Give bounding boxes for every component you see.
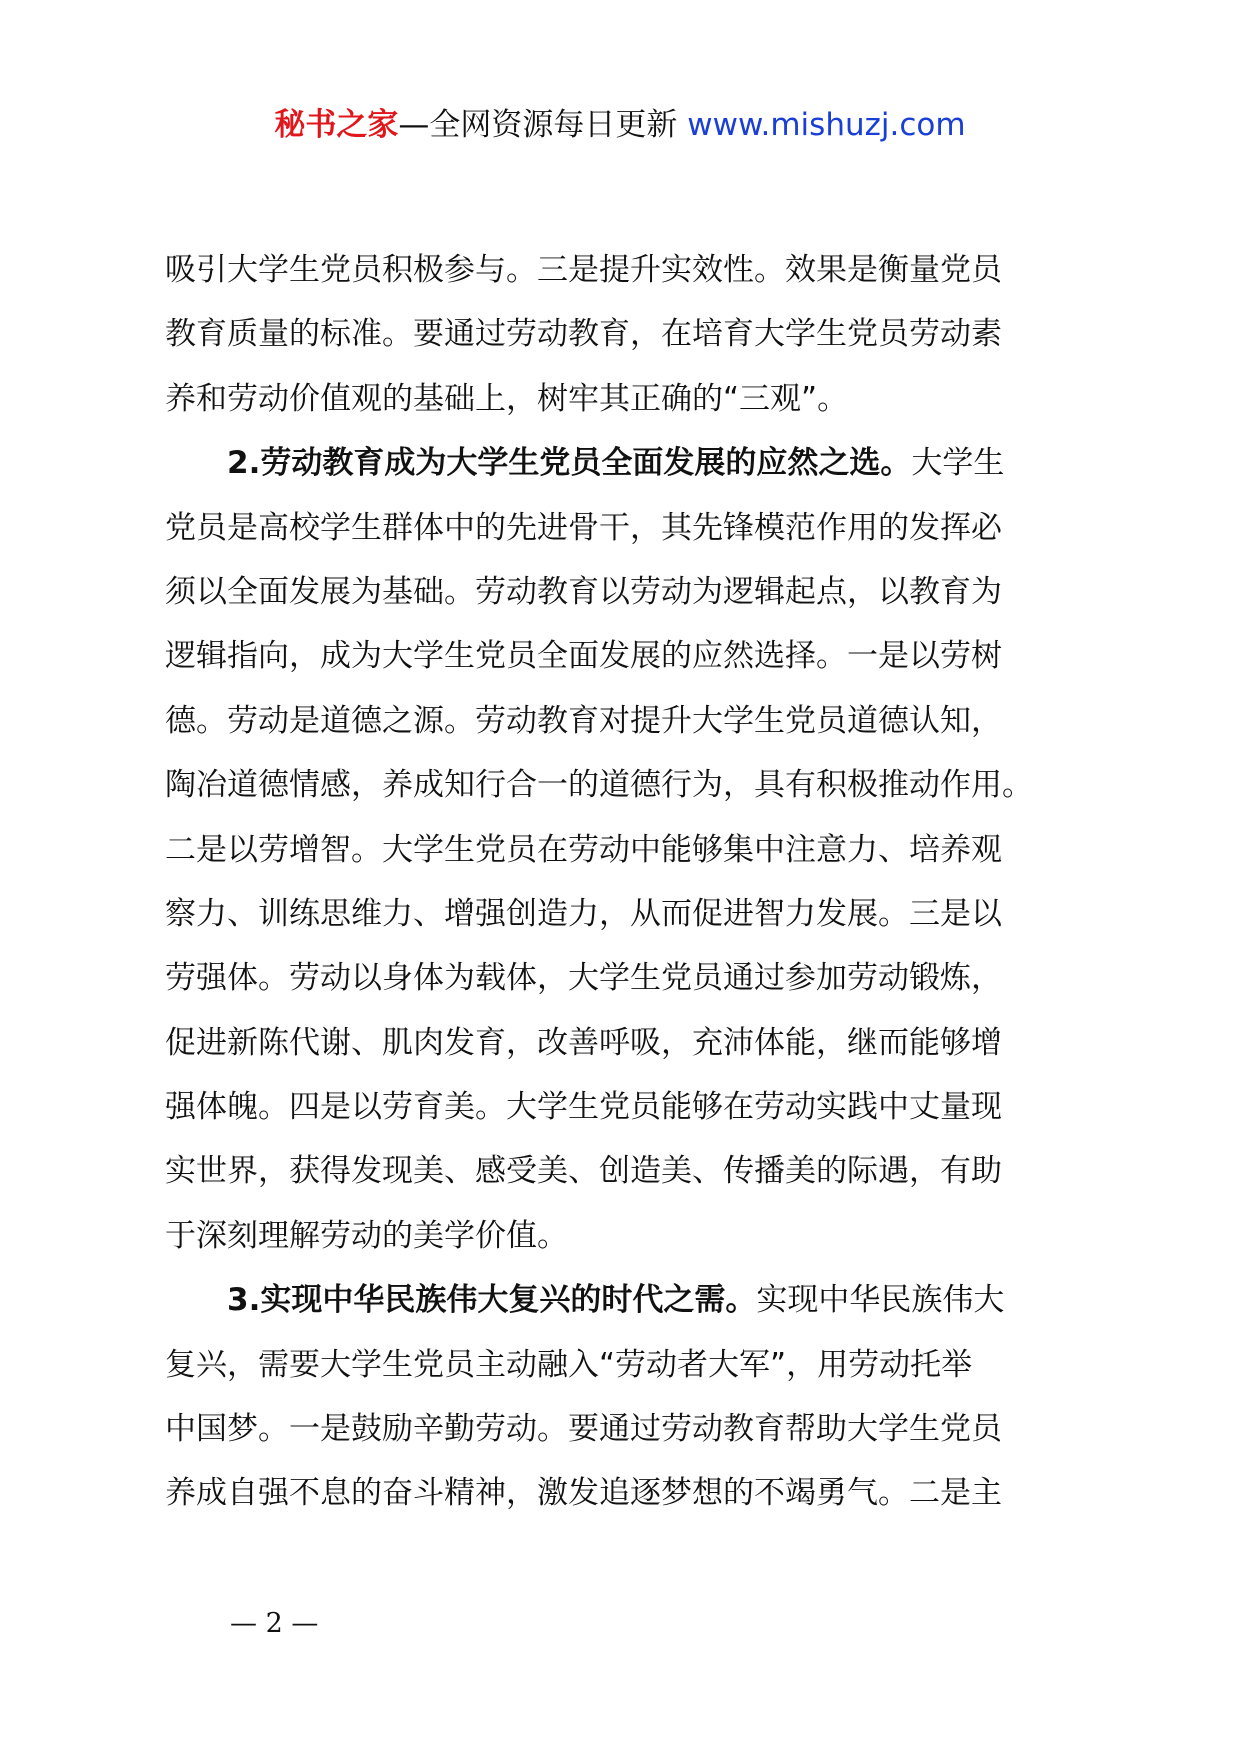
text-line: 德。劳动是道德之源。劳动教育对提升大学生党员道德认知， [165, 702, 1002, 739]
section-heading-line [165, 1268, 1100, 1332]
text-line: 养成自强不息的奋斗精神，激发追逐梦想的不竭勇气。二是主 [165, 1475, 1002, 1512]
text-line: 须以全面发展为基础。劳动教育以劳动为逻辑起点，以教育为 [165, 573, 1002, 610]
text-line: 逻辑指向，成为大学生党员全面发展的应然选择。一是以劳树 [165, 638, 1002, 675]
site-url-link[interactable]: www.mishuzj.com [687, 107, 966, 143]
text-line: 吸引大学生党员积极参与。三是提升实效性。效果是衡量党员 [165, 252, 1002, 288]
text-line: 实世界，获得发现美、感受美、创造美、传播美的际遇，有助 [165, 1153, 1002, 1190]
text-line: 强体魄。四是以劳育美。大学生党员能够在劳动实践中丈量现 [165, 1089, 1002, 1126]
text-line: 劳强体。劳动以身体为载体，大学生党员通过参加劳动锻炼， [165, 960, 1002, 997]
text-line: 察力、训练思维力、增强创造力，从而促进智力发展。三是以 [165, 895, 1002, 932]
text-line: 教育质量的标准。要通过劳动教育，在培育大学生党员劳动素 [165, 316, 1002, 353]
section-text: 大学生 [911, 445, 1005, 482]
site-header [0, 100, 1240, 150]
section-heading-line [165, 431, 1100, 495]
section-text: 实现中华民族伟大 [756, 1282, 1005, 1319]
text-line: 党员是高校学生群体中的先进骨干，其先锋模范作用的发挥必 [165, 509, 1002, 546]
text-line: 于深刻理解劳动的美学价值。 [165, 1217, 568, 1254]
text-line: 中国梦。一是鼓励辛勤劳动。要通过劳动教育帮助大学生党员 [165, 1411, 1002, 1448]
page-number: — 2 — [230, 1608, 319, 1639]
text-line: 二是以劳增智。大学生党员在劳动中能够集中注意力、培养观 [165, 831, 1002, 868]
text-line: 复兴，需要大学生党员主动融入“劳动者大军”，用劳动托举 [165, 1346, 973, 1383]
brand-name: 秘书之家 [274, 107, 399, 143]
text-line: 陶冶道德情感，养成知行合一的道德行为，具有积极推动作用。 [165, 767, 1033, 804]
header-tagline: —全网资源每日更新 [398, 107, 688, 143]
section-heading: 2.劳动教育成为大学生党员全面发展的应然之选。 [227, 445, 912, 482]
text-line: 促进新陈代谢、肌肉发育，改善呼吸，充沛体能，继而能够增 [165, 1024, 1002, 1061]
text-line: 养和劳动价值观的基础上，树牢其正确的“三观”。 [165, 380, 849, 417]
document-body [165, 238, 1100, 1526]
section-heading: 3.实现中华民族伟大复兴的时代之需。 [227, 1282, 757, 1319]
